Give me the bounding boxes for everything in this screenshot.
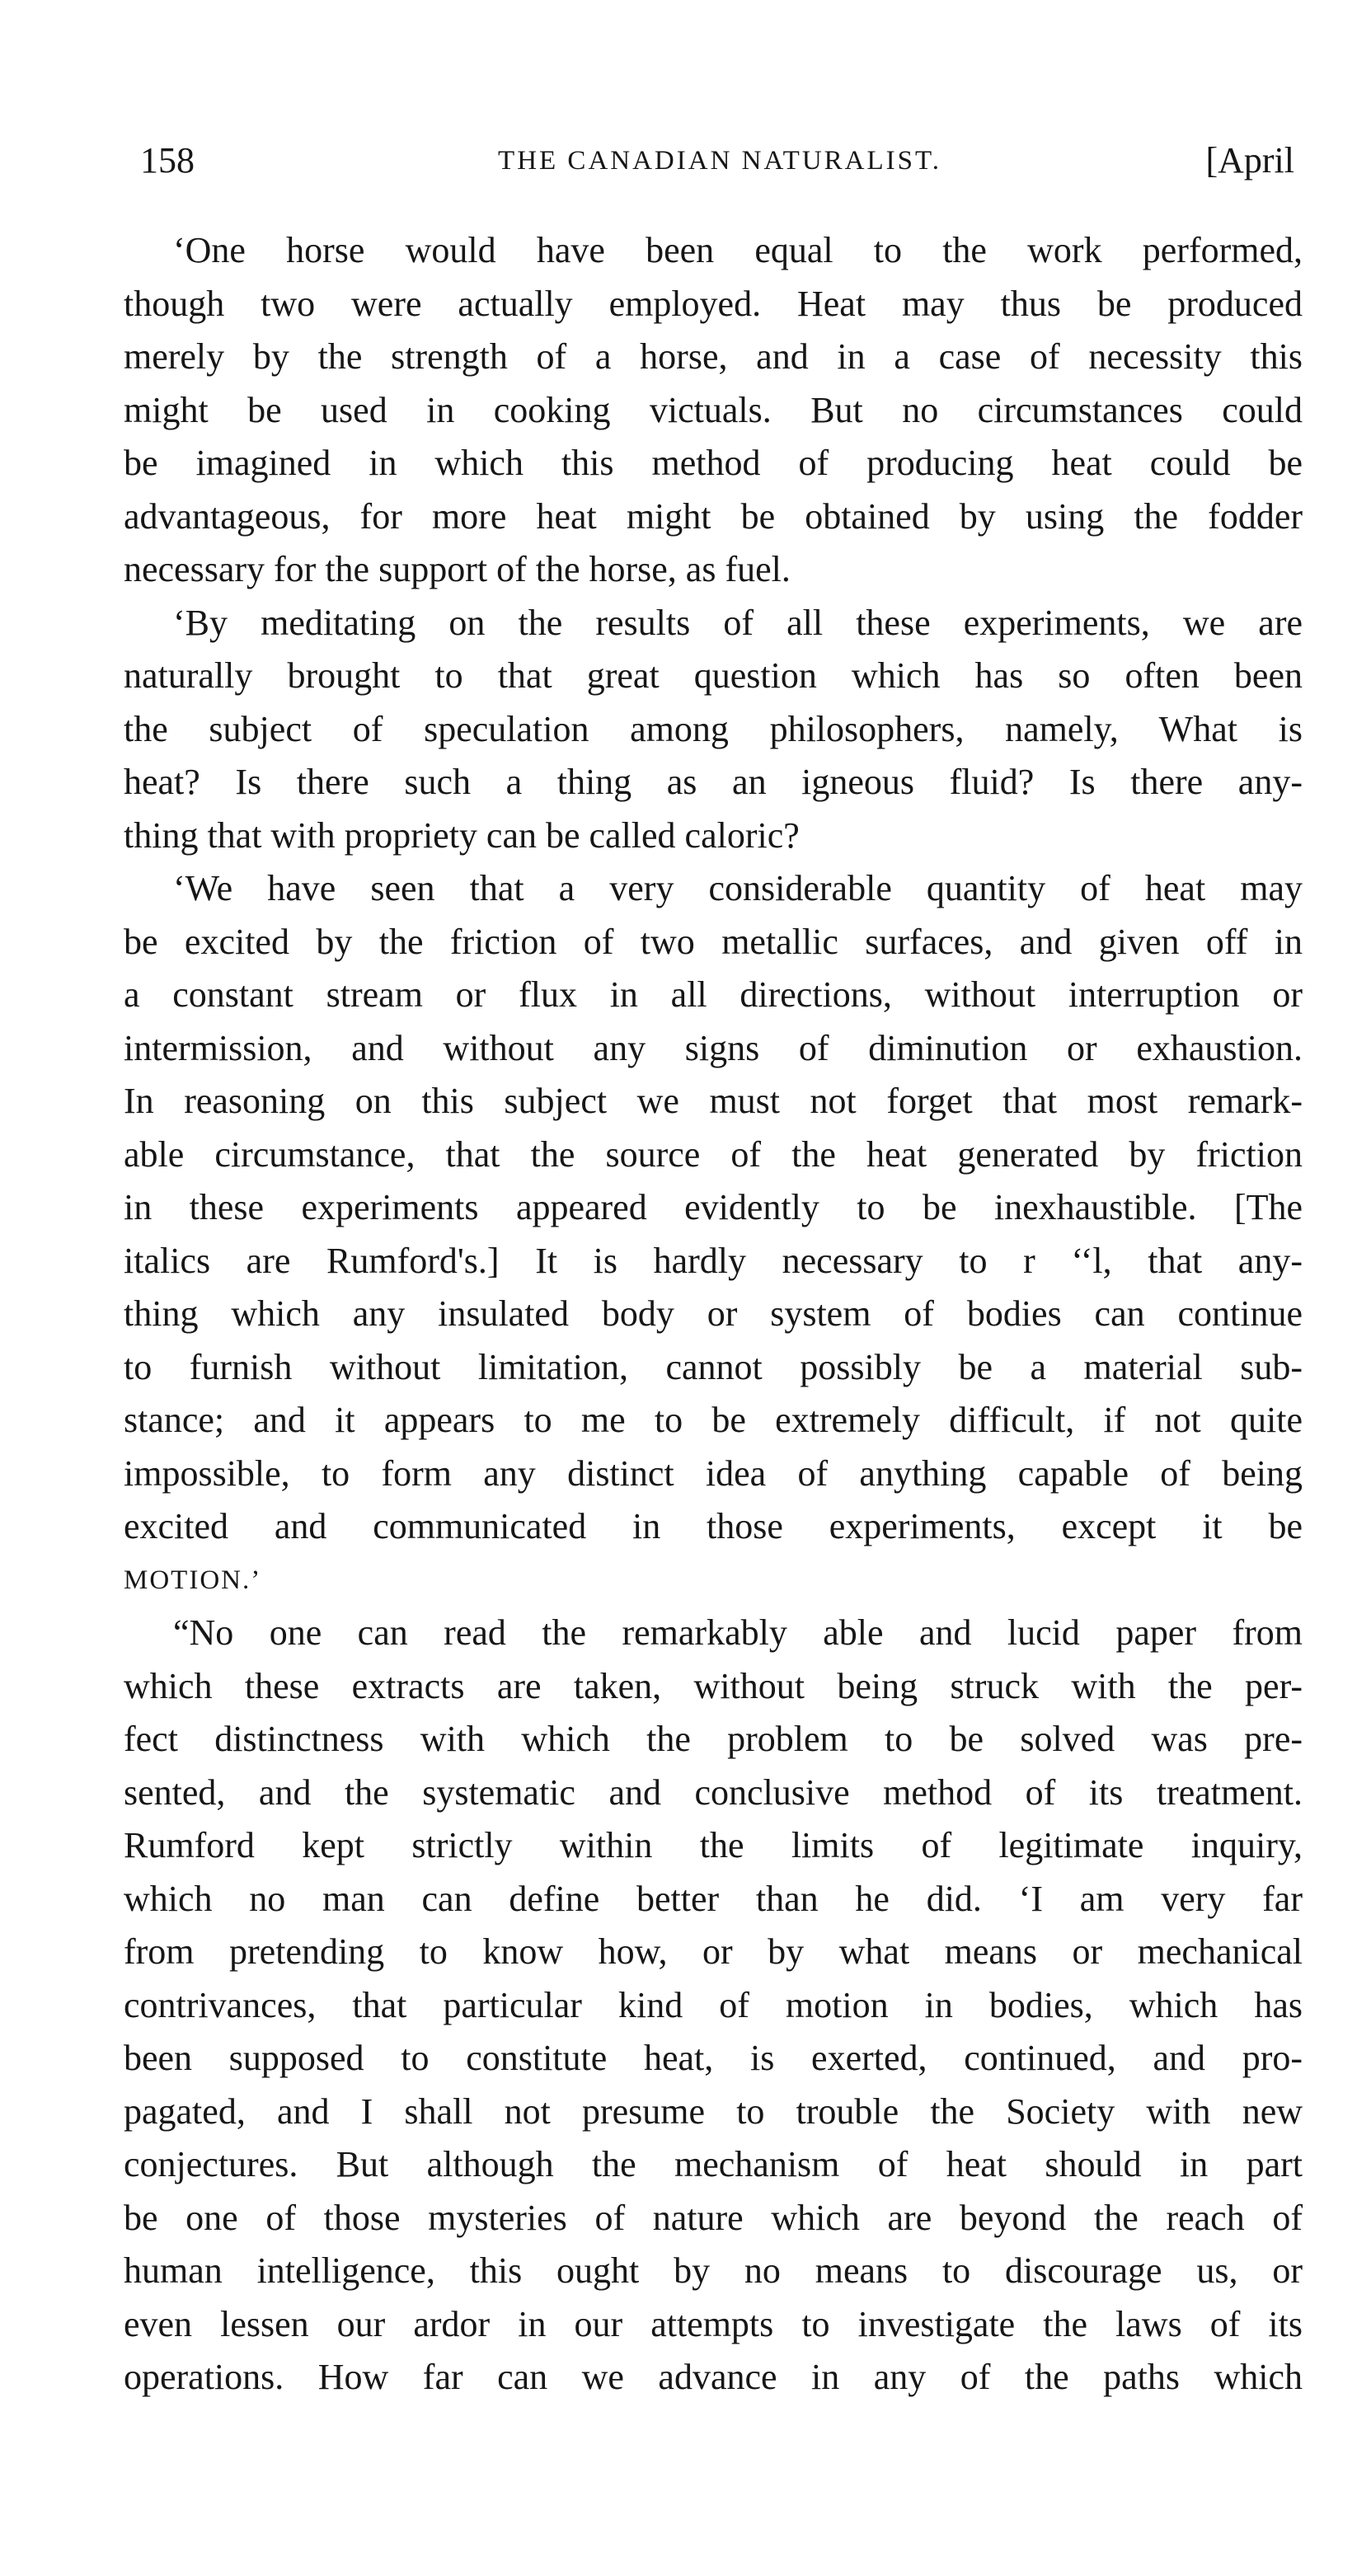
- text-line: intermission, and without any signs of diminution or exhaustion.: [124, 1027, 1303, 1068]
- text-line: merely by the strength of a horse, and in a case of necessity this: [124, 336, 1303, 377]
- text-line: be excited by the friction of two metallic surfaces, and given off in: [124, 921, 1303, 962]
- text-line: impossible, to form any distinct idea of anything capable of being: [124, 1452, 1303, 1494]
- text-line: been supposed to constitute heat, is exerted, continued, and pro-: [124, 2038, 1303, 2078]
- text-line: MOTION.’: [124, 1565, 262, 1595]
- text-line: fect distinctness with which the problem to be solved was pre-: [124, 1719, 1303, 1759]
- text-line: which no man can define better than he did. ‘I am very far: [124, 1878, 1303, 1919]
- text-line: excited and communicated in those experiments, except it be: [124, 1506, 1303, 1546]
- text-line: pagated, and I shall not presume to trouble the Society with new: [124, 2090, 1303, 2132]
- text-line: thing that with propriety can be called caloric?: [124, 814, 800, 856]
- text-line: “No one can read the remarkably able and lucid paper from: [173, 1612, 1303, 1653]
- text-line: even lessen our ardor in our attempts to investigate the laws of its: [124, 2303, 1303, 2344]
- text-line: Rumford kept strictly within the limits of legitimate inquiry,: [124, 1825, 1303, 1865]
- text-line: advantageous, for more heat might be obtained by using the fodder: [124, 495, 1303, 537]
- text-line: stance; and it appears to me to be extremely difficult, if not quite: [124, 1400, 1303, 1440]
- text-line: operations. How far can we advance in any of the paths which: [124, 2357, 1303, 2397]
- text-line: thing which any insulated body or system of bodies can continue: [124, 1293, 1303, 1334]
- text-line: sented, and the systematic and conclusive method of its treatment.: [124, 1771, 1303, 1813]
- text-line: the subject of speculation among philosophers, namely, What is: [124, 708, 1303, 749]
- text-line: which these extracts are taken, without being struck with the per-: [124, 1665, 1303, 1706]
- text-line: be one of those mysteries of nature which are beyond the reach of: [124, 2197, 1303, 2238]
- text-line: to furnish without limitation, cannot possibly be a material sub-: [124, 1346, 1303, 1387]
- text-line: contrivances, that particular kind of motion in bodies, which has: [124, 1984, 1303, 2025]
- text-line: ‘By meditating on the results of all these experiments, we are: [173, 602, 1303, 643]
- text-line: in these experiments appeared evidently to be inexhaustible. [The: [124, 1187, 1303, 1227]
- text-line: naturally brought to that great question which has so often been: [124, 655, 1303, 696]
- running-title: THE CANADIAN NATURALIST.: [498, 146, 941, 176]
- text-line: be imagined in which this method of producing heat could be: [124, 443, 1303, 483]
- text-line: In reasoning on this subject we must not forget that most remark-: [124, 1081, 1303, 1121]
- text-line: heat? Is there such a thing as an igneous fluid? Is there any-: [124, 762, 1303, 802]
- body-text: [124, 224, 1303, 2405]
- text-line: a constant stream or flux in all directions, without interruption or: [124, 974, 1303, 1015]
- text-line: human intelligence, this ought by no means to discourage us, or: [124, 2250, 1303, 2291]
- page-header: [130, 132, 1309, 190]
- text-line: ‘One horse would have been equal to the work performed,: [173, 230, 1303, 270]
- text-line: italics are Rumford's.] It is hardly necessary to r ‘‘l, that any-: [124, 1240, 1303, 1281]
- text-line: conjectures. But although the mechanism of heat should in part: [124, 2144, 1303, 2184]
- header-month: [April: [1205, 140, 1294, 181]
- text-line: might be used in cooking victuals. But no circumstances could: [124, 389, 1303, 430]
- text-line: necessary for the support of the horse, as fuel.: [124, 549, 791, 589]
- text-line: from pretending to know how, or by what means or mechanical: [124, 1931, 1303, 1972]
- page-number: 158: [140, 140, 195, 181]
- text-line: though two were actually employed. Heat may thus be produced: [124, 283, 1303, 324]
- text-line: able circumstance, that the source of the heat generated by friction: [124, 1133, 1303, 1175]
- text-line: ‘We have seen that a very considerable quantity of heat may: [173, 868, 1303, 908]
